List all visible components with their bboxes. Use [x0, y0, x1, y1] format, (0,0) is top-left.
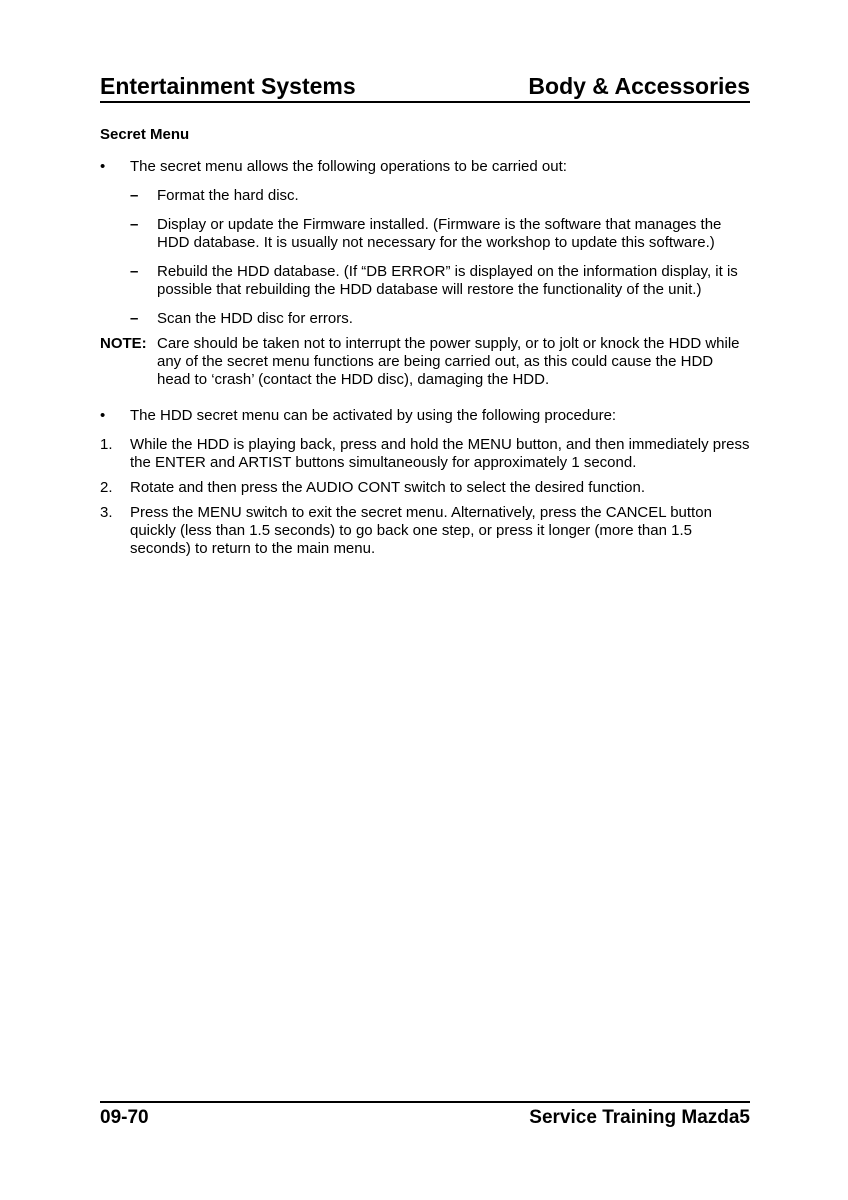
- dash-text: Scan the HDD disc for errors.: [157, 310, 353, 327]
- step-number: 1.: [100, 436, 113, 453]
- step-text: Rotate and then press the AUDIO CONT switch to select the desired function.: [130, 479, 645, 496]
- note-block: [100, 335, 750, 389]
- dash-item: [100, 310, 750, 328]
- step-item: [100, 479, 750, 497]
- step-item: [100, 436, 750, 472]
- step-item: [100, 504, 750, 558]
- page-footer: [100, 1101, 750, 1128]
- bullet-item: [100, 158, 750, 176]
- dash-item: [100, 216, 750, 252]
- step-number: 2.: [100, 479, 113, 496]
- dash-marker: –: [130, 216, 139, 233]
- step-text: While the HDD is playing back, press and hold the MENU button, and then immediately press the ENTER and ARTIST buttons simultaneously for approximately 1 second.: [130, 436, 750, 471]
- step-text: Press the MENU switch to exit the secret menu. Alternatively, press the CANCEL button quickly (less than 1.5 seconds) to go back one step, or press it longer (more than 1.5 seconds) to return to the main menu.: [130, 504, 712, 557]
- dash-text: Display or update the Firmware installed. (Firmware is the software that manages the HDD database. It is usually not necessary for the workshop to update this software.): [157, 216, 722, 251]
- dash-marker: –: [130, 263, 139, 280]
- dash-marker: –: [130, 310, 139, 327]
- page-header: [100, 72, 750, 103]
- bullet-marker: •: [100, 158, 106, 175]
- bullet-marker: •: [100, 407, 106, 424]
- dash-text: Rebuild the HDD database. (If “DB ERROR” is displayed on the information display, it is possible that rebuilding the HDD database will restore the functionality of the unit.): [157, 263, 738, 298]
- bullet-text: The HDD secret menu can be activated by using the following procedure:: [130, 407, 617, 424]
- page-content: [100, 126, 750, 565]
- note-label: NOTE:: [100, 335, 147, 352]
- dash-marker: –: [130, 187, 139, 204]
- dash-item: [100, 187, 750, 205]
- section-title: Secret Menu: [100, 126, 190, 143]
- header-chapter-title: Entertainment Systems: [100, 73, 356, 99]
- dash-text: Format the hard disc.: [157, 187, 299, 204]
- header-section-title: Body & Accessories: [528, 73, 750, 99]
- note-text: Care should be taken not to interrupt the power supply, or to jolt or knock the HDD while any of the secret menu functions are being carried out, as this could cause the HDD head to ‘crash’ (contact the HDD disc), damaging the HDD.: [157, 335, 740, 388]
- dash-item: [100, 263, 750, 299]
- footer-title: Service Training Mazda5: [529, 1107, 750, 1128]
- step-number: 3.: [100, 504, 113, 521]
- bullet-text: The secret menu allows the following operations to be carried out:: [130, 158, 567, 175]
- bullet-item: [100, 407, 750, 425]
- page-number: 09-70: [100, 1107, 149, 1128]
